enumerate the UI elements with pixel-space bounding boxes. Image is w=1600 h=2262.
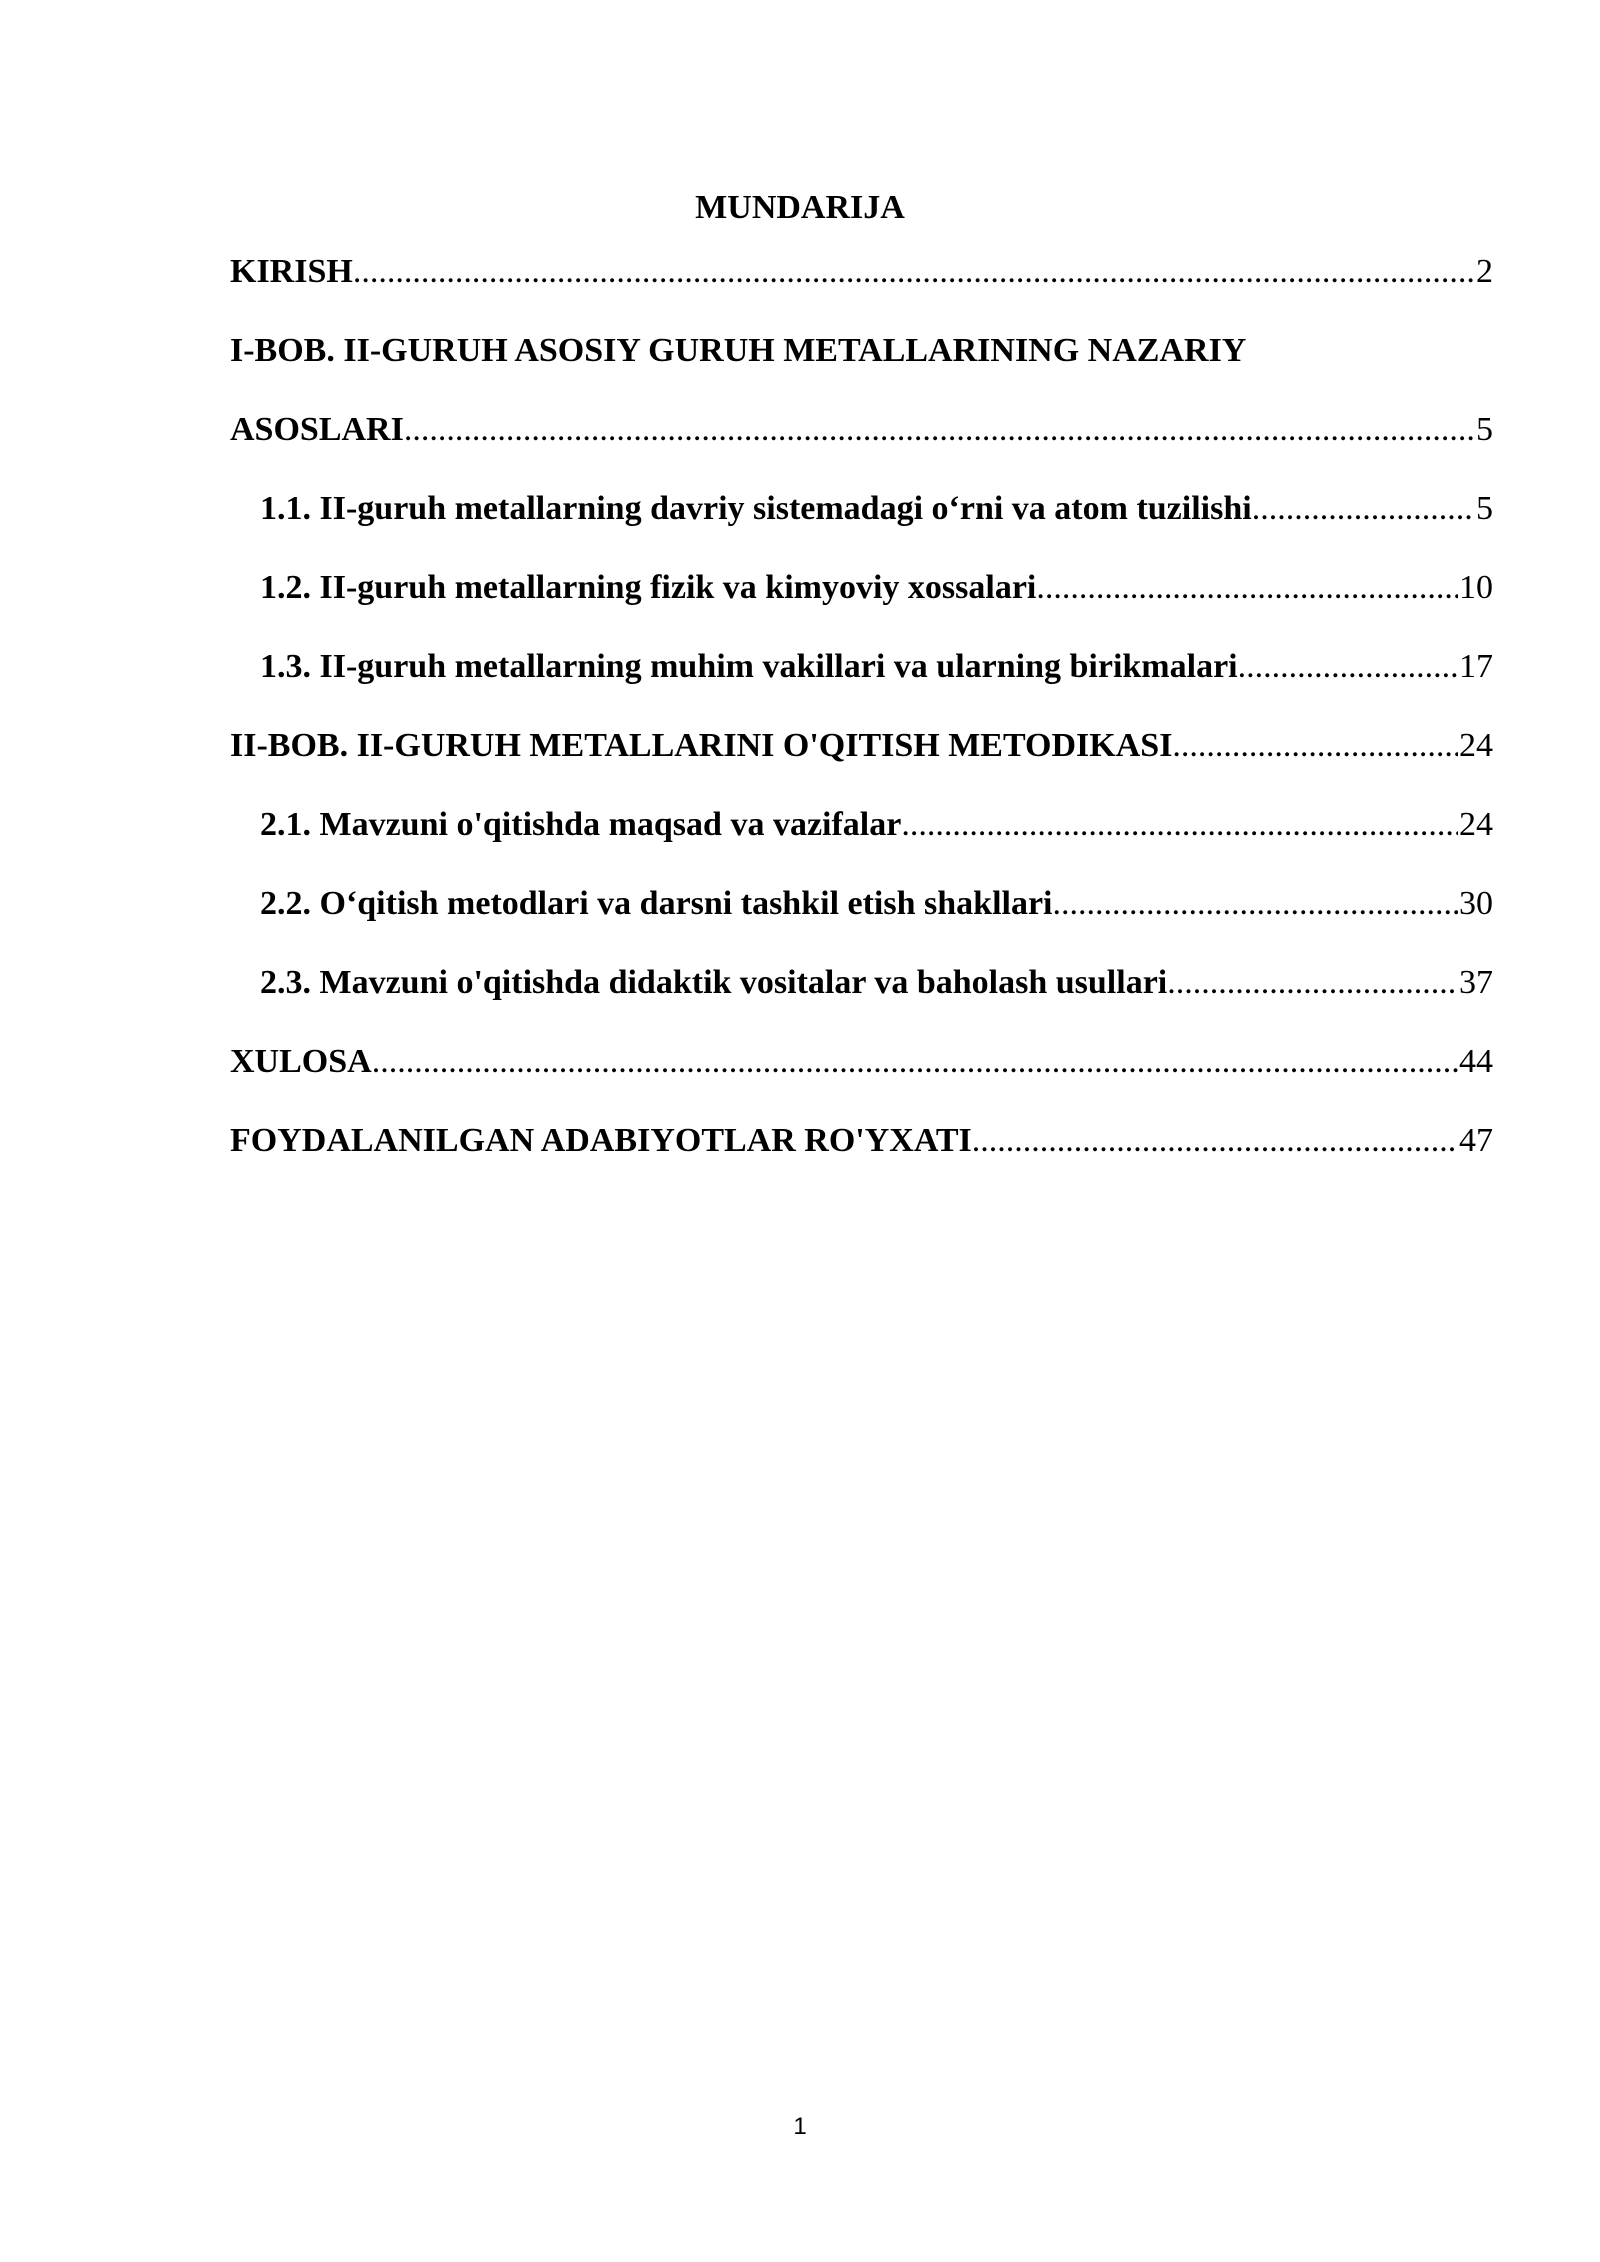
toc-entry-label: XULOSA: [230, 1043, 372, 1080]
toc-entry-kirish[interactable]: [230, 250, 1493, 329]
toc-entry-2-2[interactable]: [230, 882, 1493, 961]
toc-entry-page: 5: [1476, 411, 1493, 448]
toc-entry-page: 24: [1459, 806, 1493, 843]
toc-entry-page: 30: [1459, 885, 1493, 922]
toc-entry-page: 17: [1459, 648, 1493, 685]
toc-entry-label: ASOSLARI: [230, 411, 404, 448]
toc-entry-chapter1-line1[interactable]: I-BOB. II-GURUH ASOSIY GURUH METALLARINING NAZARIY: [230, 332, 1247, 369]
dot-leader: [1172, 724, 1458, 768]
toc-entry-page: 44: [1459, 1043, 1493, 1080]
toc-entry-label: 2.2. O‘qitish metodlari va darsni tashkil etish shakllari: [260, 885, 1053, 922]
toc-entry-page: 10: [1459, 569, 1493, 606]
toc-entry-label: KIRISH: [230, 253, 353, 290]
toc-entry-label: 1.3. II-guruh metallarning muhim vakillari va ularning birikmalari: [260, 648, 1238, 685]
dot-leader: [1252, 487, 1475, 531]
page-number: 1: [793, 2113, 807, 2140]
toc-entry-xulosa[interactable]: [230, 1040, 1493, 1119]
toc-entry-references[interactable]: [230, 1119, 1493, 1198]
toc-entry-1-1[interactable]: [230, 487, 1493, 566]
dot-leader: [1053, 882, 1459, 926]
toc-entry-2-3[interactable]: [230, 961, 1493, 1040]
toc-entry-chapter1[interactable]: [230, 408, 1493, 487]
toc-entry-label: 2.3. Mavzuni o'qitishda didaktik vositalar va baholash usullari: [260, 964, 1168, 1001]
toc-entry-label: 1.2. II-guruh metallarning fizik va kimyoviy xossalari: [260, 569, 1037, 606]
toc-entry-label: 2.1. Mavzuni o'qitishda maqsad va vazifalar: [260, 806, 902, 843]
dot-leader: [1167, 961, 1458, 1005]
toc-entry-1-2[interactable]: [230, 566, 1493, 645]
toc-entry-page: 2: [1476, 253, 1493, 290]
toc-entry-page: 24: [1459, 727, 1493, 764]
dot-leader: [1238, 645, 1458, 689]
toc-entry-label: FOYDALANILGAN ADABIYOTLAR RO'YXATI: [230, 1122, 972, 1159]
toc-title: MUNDARIJA: [695, 189, 905, 226]
dot-leader: [353, 250, 1475, 294]
dot-leader: [901, 803, 1458, 847]
toc-entry-2-1[interactable]: [230, 803, 1493, 882]
toc-entry-label: 1.1. II-guruh metallarning davriy sistemadagi o‘rni va atom tuzilishi: [260, 490, 1252, 527]
dot-leader: [372, 1040, 1458, 1084]
toc-entry-1-3[interactable]: [230, 645, 1493, 724]
toc-entry-chapter2[interactable]: [230, 724, 1493, 803]
dot-leader: [972, 1119, 1458, 1163]
toc-entry-page: 47: [1459, 1122, 1493, 1159]
toc-entry-page: 37: [1459, 964, 1493, 1001]
dot-leader: [404, 408, 1475, 452]
table-of-contents: [230, 250, 1493, 1198]
dot-leader: [1036, 566, 1458, 610]
toc-entry-label: II-BOB. II-GURUH METALLARINI O'QITISH METODIKASI: [230, 727, 1173, 764]
toc-entry-page: 5: [1476, 490, 1493, 527]
